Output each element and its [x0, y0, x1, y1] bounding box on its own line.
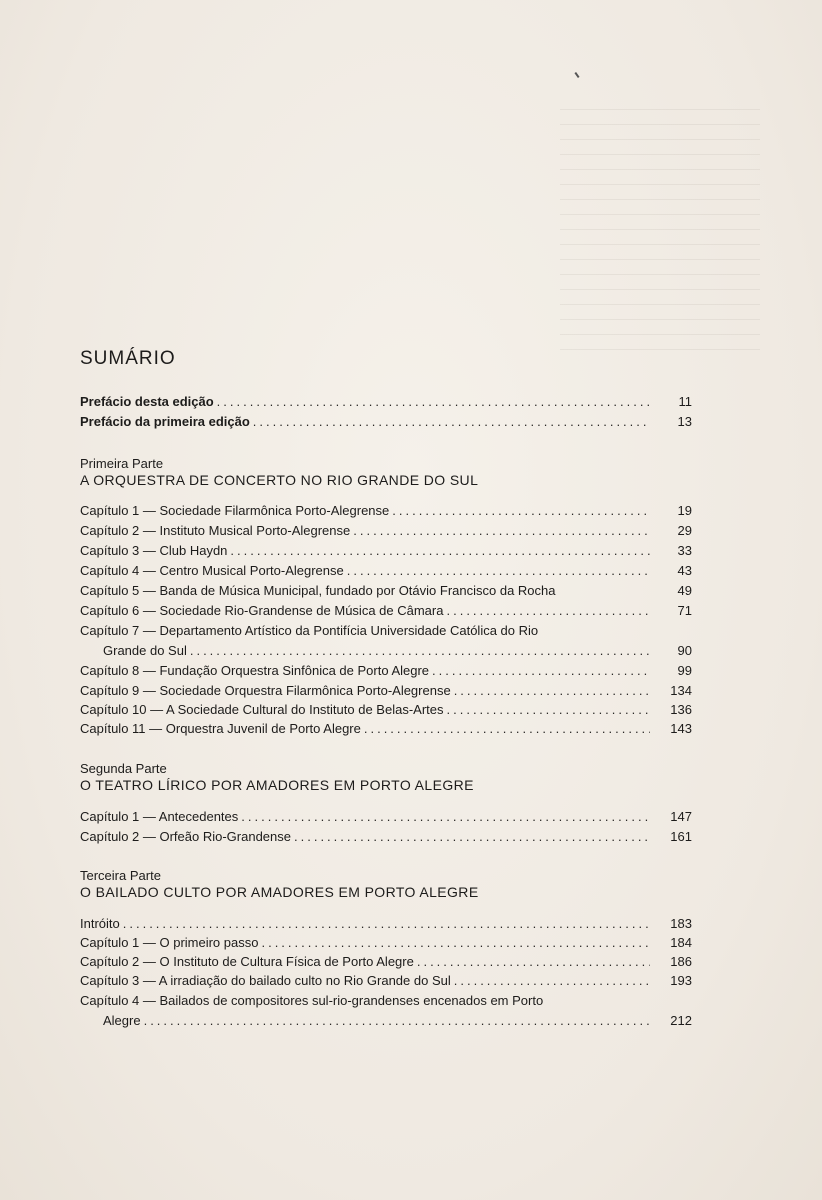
dot-leader	[432, 663, 650, 679]
toc-entry-label: Capítulo 11 — Orquestra Juvenil de Porto Alegre	[80, 721, 361, 736]
dot-leader	[217, 394, 650, 410]
page-title: SUMÁRIO	[80, 348, 176, 369]
toc-page-number: 49	[677, 583, 692, 598]
toc-entry-label: Capítulo 10 — A Sociedade Cultural do Instituto de Belas-Artes	[80, 702, 444, 717]
toc-entry[interactable]	[80, 809, 692, 825]
toc-page-number: 90	[677, 643, 692, 658]
dot-leader	[261, 935, 650, 951]
toc-entry[interactable]	[80, 702, 692, 718]
toc-entry-label: Capítulo 1 — Sociedade Filarmônica Porto-Alegrense	[80, 503, 390, 518]
dot-leader	[454, 683, 650, 699]
part-label: Segunda Parte	[80, 761, 167, 776]
toc-entry-label: Capítulo 8 — Fundação Orquestra Sinfônica de Porto Alegre	[80, 663, 430, 678]
dot-leader	[447, 702, 651, 718]
toc-entry[interactable]	[80, 829, 692, 845]
toc-entry-label: Capítulo 1 — Antecedentes	[80, 809, 239, 824]
toc-page-number: 134	[670, 683, 692, 698]
toc-entry-label: Capítulo 2 — Orfeão Rio-Grandense	[80, 829, 291, 844]
part-title: O TEATRO LÍRICO POR AMADORES EM PORTO ALEGRE	[80, 777, 474, 793]
toc-entry-label: Intróito	[80, 916, 120, 931]
toc-page-number: 19	[677, 503, 692, 518]
toc-page-number: 99	[677, 663, 692, 678]
toc-entry-label: Capítulo 4 — Centro Musical Porto-Alegrense	[80, 563, 344, 578]
toc-page-number: 212	[670, 1013, 692, 1028]
toc-page-number: 13	[677, 414, 692, 429]
toc-entry[interactable]	[80, 721, 692, 737]
toc-page-number: 43	[677, 563, 692, 578]
toc-page-number: 186	[670, 954, 692, 969]
dot-leader	[123, 916, 650, 932]
toc-entry[interactable]	[80, 663, 692, 679]
dot-leader	[190, 643, 650, 659]
dot-leader	[364, 721, 650, 737]
toc-page-number: 184	[670, 935, 692, 950]
dot-leader	[417, 954, 650, 970]
dot-leader	[446, 603, 650, 619]
toc-entry-label-cont: Grande do Sul	[103, 643, 187, 658]
dot-leader	[230, 543, 650, 559]
toc-entry[interactable]	[80, 916, 692, 932]
toc-entry[interactable]	[80, 954, 692, 970]
dot-leader	[392, 503, 650, 519]
dot-leader	[347, 563, 650, 579]
dot-leader	[454, 973, 650, 989]
part-title: A ORQUESTRA DE CONCERTO NO RIO GRANDE DO SUL	[80, 472, 479, 488]
dot-leader	[353, 523, 650, 539]
toc-entry[interactable]	[80, 973, 692, 989]
toc-entry-preface-this-edition[interactable]	[80, 394, 692, 410]
toc-entry-label: Capítulo 4 — Bailados de compositores sul-rio-grandenses encenados em Porto	[80, 993, 544, 1008]
toc-entry[interactable]	[80, 523, 692, 539]
dot-leader	[241, 809, 650, 825]
part-title: O BAILADO CULTO POR AMADORES EM PORTO ALEGRE	[80, 884, 479, 900]
dot-leader	[253, 414, 650, 430]
toc-entry[interactable]	[80, 503, 692, 519]
toc-entry-label: Prefácio desta edição	[80, 394, 214, 409]
toc-page-number: 183	[670, 916, 692, 931]
toc-entry-label: Capítulo 3 — Club Haydn	[80, 543, 228, 558]
paper-mark	[574, 72, 579, 78]
toc-page-number: 33	[677, 543, 692, 558]
toc-entry-label: Capítulo 6 — Sociedade Rio-Grandense de Música de Câmara	[80, 603, 444, 618]
part-label: Terceira Parte	[80, 868, 161, 883]
toc-entry[interactable]	[80, 683, 692, 699]
toc-page-number: 193	[670, 973, 692, 988]
toc-entry-label: Prefácio da primeira edição	[80, 414, 250, 429]
toc-entry-preface-first-edition[interactable]	[80, 414, 692, 430]
toc-entry-label: Capítulo 9 — Sociedade Orquestra Filarmônica Porto-Alegrense	[80, 683, 451, 698]
toc-entry-label: Capítulo 2 — O Instituto de Cultura Física de Porto Alegre	[80, 954, 414, 969]
toc-page-number: 143	[670, 721, 692, 736]
toc-page-number: 147	[670, 809, 692, 824]
toc-entry-label: Capítulo 5 — Banda de Música Municipal, fundado por Otávio Francisco da Rocha	[80, 583, 556, 598]
part-label: Primeira Parte	[80, 456, 164, 471]
toc-entry[interactable]	[80, 563, 692, 579]
toc-entry[interactable]	[80, 583, 692, 599]
toc-entry-label: Capítulo 1 — O primeiro passo	[80, 935, 259, 950]
toc-entry[interactable]	[80, 935, 692, 951]
show-through-text	[560, 95, 760, 355]
toc-entry-label: Capítulo 3 — A irradiação do bailado culto no Rio Grande do Sul	[80, 973, 451, 988]
toc-page-number: 161	[670, 829, 692, 844]
dot-leader	[294, 829, 650, 845]
toc-page-number: 136	[670, 702, 692, 717]
toc-page-number: 71	[677, 603, 692, 618]
toc-entry-label-cont: Alegre	[103, 1013, 141, 1028]
toc-entry-label: Capítulo 7 — Departamento Artístico da Pontifícia Universidade Católica do Rio	[80, 623, 539, 638]
dot-leader	[144, 1013, 650, 1029]
toc-page-number: 11	[678, 394, 692, 409]
toc-entry[interactable]	[80, 543, 692, 559]
toc-page-number: 29	[677, 523, 692, 538]
toc-entry[interactable]	[80, 623, 692, 659]
toc-entry[interactable]	[80, 993, 692, 1029]
toc-entry[interactable]	[80, 603, 692, 619]
toc-entry-label: Capítulo 2 — Instituto Musical Porto-Alegrense	[80, 523, 351, 538]
